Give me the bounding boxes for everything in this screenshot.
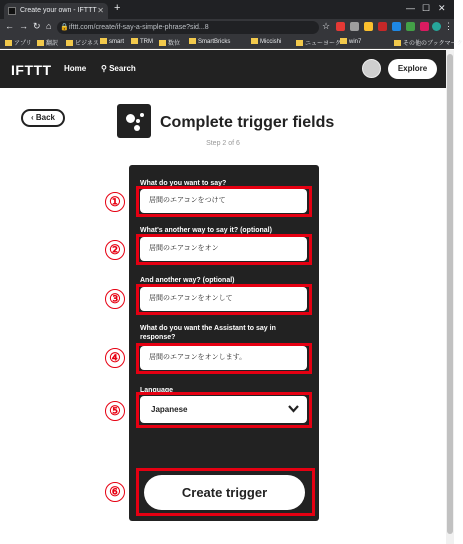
annotation-marker: ⑥ [105, 482, 125, 502]
site-header [0, 50, 446, 88]
annotation-marker: ⑤ [105, 401, 125, 421]
search-link[interactable] [101, 64, 136, 73]
maximize-icon[interactable]: ☐ [422, 3, 431, 13]
field-4-label: What do you want the Assistant to say in response? [140, 325, 276, 341]
address-text: ifttt.com/create/if-say-a-simple-phrase?sid...8 [69, 24, 209, 31]
create-trigger-button[interactable]: Create trigger [144, 475, 305, 510]
extension-icon[interactable] [378, 22, 387, 31]
bookmark-star-icon[interactable]: ☆ [322, 21, 331, 31]
field-3-label: And another way? (optional) [140, 277, 235, 284]
field-1-label: What do you want to say? [140, 180, 227, 187]
lock-icon: 🔒 [60, 24, 69, 31]
step-indicator: Step 2 of 6 [206, 140, 240, 147]
alt-phrase-input[interactable]: 居間のエアコンをオン [140, 237, 307, 261]
new-tab-button[interactable]: + [114, 2, 121, 14]
bookmark-item[interactable]: 翻訳 [37, 38, 58, 47]
page-title: Complete trigger fields [160, 114, 335, 131]
alt-phrase-2-input[interactable]: 居間のエアコンをオンして [140, 287, 307, 311]
minimize-icon[interactable]: — [406, 3, 415, 13]
bookmark-item[interactable]: SmartBricks [189, 38, 230, 45]
browser-tab-title: Create your own - IFTTT [20, 7, 97, 14]
bookmark-item[interactable]: Miccishi [251, 38, 281, 45]
address-bar[interactable] [57, 21, 319, 34]
explore-button[interactable]: Explore [388, 59, 437, 79]
chevron-left-icon: ‹ [30, 113, 36, 122]
extension-icon[interactable] [336, 22, 345, 31]
back-button[interactable] [21, 109, 65, 127]
browser-tab[interactable] [4, 3, 108, 19]
annotation-marker: ② [105, 240, 125, 260]
browser-tab-strip [0, 0, 454, 19]
close-tab-icon[interactable]: ✕ [97, 6, 104, 15]
google-assistant-icon [117, 104, 151, 138]
bookmark-item[interactable]: 数位 [159, 38, 180, 47]
bookmark-item[interactable]: TRM [131, 38, 153, 45]
bookmark-item[interactable]: win7 [340, 38, 361, 45]
language-label: Language [140, 387, 174, 394]
extension-icon[interactable] [364, 22, 373, 31]
extension-icon[interactable] [350, 22, 359, 31]
search-link-label: Search [109, 64, 136, 73]
reload-icon[interactable]: ↻ [33, 21, 41, 31]
back-button-label: Back [35, 113, 55, 122]
avatar[interactable] [362, 59, 381, 78]
extension-icon[interactable] [406, 22, 415, 31]
back-arrow-icon[interactable]: ← [5, 21, 14, 31]
forward-arrow-icon[interactable]: → [19, 21, 28, 31]
bookmark-item[interactable]: アプリ [5, 38, 32, 47]
profile-icon[interactable] [432, 22, 441, 31]
search-icon: ⚲ [101, 64, 107, 73]
phrase-input[interactable]: 居間のエアコンをつけて [140, 189, 307, 213]
annotation-marker: ① [105, 192, 125, 212]
ifttt-favicon-icon [8, 7, 16, 15]
home-link[interactable]: Home [64, 64, 87, 73]
bookmark-item[interactable]: ニューヨーク [296, 38, 341, 47]
bookmarks-bar [0, 36, 463, 49]
menu-icon[interactable]: ⋮ [444, 21, 453, 31]
scrollbar-thumb[interactable] [447, 54, 453, 534]
extension-icon[interactable] [392, 22, 401, 31]
extension-icon[interactable] [420, 22, 429, 31]
annotation-marker: ③ [105, 289, 125, 309]
page-scrollbar[interactable] [446, 50, 454, 544]
annotation-marker: ④ [105, 348, 125, 368]
bookmark-item[interactable]: smart [100, 38, 124, 45]
field-2-label: What's another way to say it? (optional) [140, 227, 272, 234]
bookmark-other[interactable]: その他のブックマーク [394, 38, 463, 47]
ifttt-logo[interactable]: IFTTT [11, 62, 52, 78]
language-select[interactable]: Japanese [140, 396, 307, 423]
home-icon[interactable]: ⌂ [46, 21, 52, 31]
response-input[interactable]: 居間のエアコンをオンします。 [140, 346, 307, 370]
chevron-down-icon [288, 404, 299, 413]
bookmark-item[interactable]: ビジネス [66, 38, 99, 47]
close-window-icon[interactable]: ✕ [438, 3, 446, 13]
